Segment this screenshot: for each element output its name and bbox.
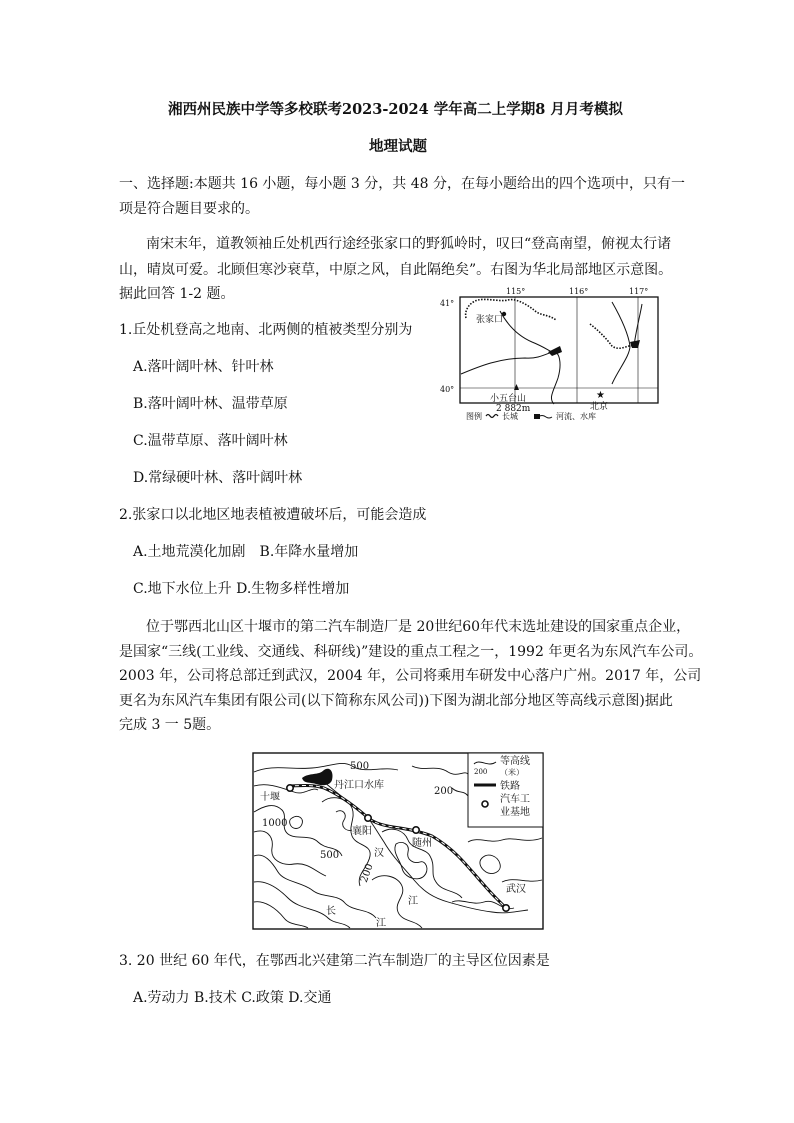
mountain-label: 小五台山: [490, 394, 527, 404]
north-china-map: [430, 286, 660, 422]
lon-label-116: 116°: [569, 287, 589, 296]
passage2-line5: 完成 3 一 5题。: [119, 717, 221, 733]
legend-contour-value: 200: [474, 768, 488, 776]
base-xiangyang: [365, 815, 371, 821]
danjiangkou-reservoir: [302, 769, 333, 785]
legend-railway: 铁路: [500, 781, 520, 792]
place-wuhan: 武汉: [506, 884, 526, 895]
place-suizhou: 随州: [412, 838, 432, 849]
base-legend-icon: [482, 801, 488, 807]
river-east: [612, 302, 630, 384]
base-suizhou: [413, 827, 419, 833]
lat-label-41: 41°: [440, 299, 455, 308]
legend-base-line1: 汽车工: [500, 794, 530, 805]
river-label-jiang-chang: 江: [376, 918, 386, 929]
q2-options-ab: A.土地荒漠化加剧 B.年降水量增加: [133, 544, 359, 560]
river-label-chang: 长: [326, 906, 336, 917]
legend-wall-label: 长城: [502, 412, 518, 421]
lon-label-117: 117°: [629, 287, 649, 296]
section-intro-line1: 一、选择题:本题共 16 小题，每小题 3 分，共 48 分，在每小题给出的四个选项中，只有一: [119, 176, 685, 192]
lon-label-115: 115°: [506, 287, 526, 296]
document-subtitle: 地理试题: [369, 138, 427, 155]
base-wuhan: [503, 905, 509, 911]
legend-title: 图例: [466, 412, 482, 421]
place-danjiangkou: 丹江口水库: [334, 780, 384, 791]
q1-option-a: A.落叶阔叶林、针叶林: [133, 359, 274, 375]
document-title: 湘西州民族中学等多校联考2023-2024 学年高二上学期8 月月考模拟: [168, 101, 623, 118]
beijing-star-icon: ★: [596, 390, 605, 401]
contour-label-1000: 1000: [262, 818, 288, 829]
legend-contour-line1: 等高线: [500, 756, 530, 767]
section-intro-line2: 项是符合题目要求的。: [119, 201, 259, 217]
base-shiyan: [287, 785, 293, 791]
passage1-line1: 南宋末年，道教领袖丘处机西行途经张家口的野狐岭时，叹曰“登高南望，俯视太行诸: [146, 236, 672, 252]
legend-contour-line2: （米）: [500, 768, 524, 777]
passage1-line3: 据此回答 1-2 题。: [119, 286, 235, 302]
q1-option-b: B.落叶阔叶林、温带草原: [133, 396, 288, 412]
q2-stem: 2.张家口以北地区地表植被遭破坏后，可能会造成: [119, 507, 427, 523]
river-legend-icon: [538, 416, 552, 419]
reservoir-legend-icon: [534, 414, 540, 419]
passage2-line2: 是国家“三线(工业线、交通线、科研线)”建设的重点工程之一，1992 年更名为东风汽车公司。: [119, 644, 703, 660]
q3-options: A.劳动力 B.技术 C.政策 D.交通: [133, 990, 332, 1006]
passage2-line1: 位于鄂西北山区十堰市的第二汽车制造厂是 20世纪60年代末选址建设的国家重点企业，: [146, 619, 691, 635]
q1-option-c: C.温带草原、落叶阔叶林: [133, 433, 288, 449]
hubei-contour-map: [252, 752, 544, 930]
lat-label-40: 40°: [440, 385, 455, 394]
river-label-han: 汉: [374, 848, 384, 859]
q1-stem: 1.丘处机登高之地南、北两侧的植被类型分别为: [119, 322, 413, 338]
river-upper: [500, 311, 552, 352]
place-xiangyang: 襄阳: [352, 826, 372, 837]
q1-option-d: D.常绿硬叶林、落叶阔叶林: [133, 470, 303, 486]
river-label-jiang-han: 江: [408, 896, 418, 907]
beijing-label: 北京: [590, 402, 609, 412]
contour-label-200-mid: 200: [358, 862, 376, 885]
passage1-line2: 山，晴岚可爱。北顾但寒沙衰草，中原之风，自此隔绝矣”。右图为华北局部地区示意图。: [119, 262, 673, 278]
legend-river-label: 河流、水库: [556, 412, 596, 421]
passage2-line3: 2003 年，公司将总部迁到武汉，2004 年，公司将乘用车研发中心落户广州。2017 年，公司: [119, 668, 702, 684]
reservoir-guanting: [548, 346, 562, 356]
passage2-line4: 更名为东风汽车集团有限公司(以下简称东风公司))下图为湖北部分地区等高线示意图)据此: [119, 693, 673, 709]
mountain-elevation: 2 882m: [496, 404, 531, 414]
great-wall-legend-icon: [486, 415, 498, 418]
q2-options-cd: C.地下水位上升 D.生物多样性增加: [133, 581, 350, 597]
legend-base-line2: 业基地: [500, 807, 530, 818]
place-shiyan: 十堰: [260, 792, 280, 803]
contour-label-500-top: 500: [350, 761, 370, 772]
q3-stem: 3. 20 世纪 60 年代，在鄂西北兴建第二汽车制造厂的主导区位因素是: [119, 953, 550, 969]
zhangjiakou-label: 张家口: [476, 315, 504, 325]
reservoir-miyun: [630, 340, 640, 348]
contour-label-200-right: 200: [434, 786, 454, 797]
contour-label-500-mid: 500: [320, 850, 340, 861]
